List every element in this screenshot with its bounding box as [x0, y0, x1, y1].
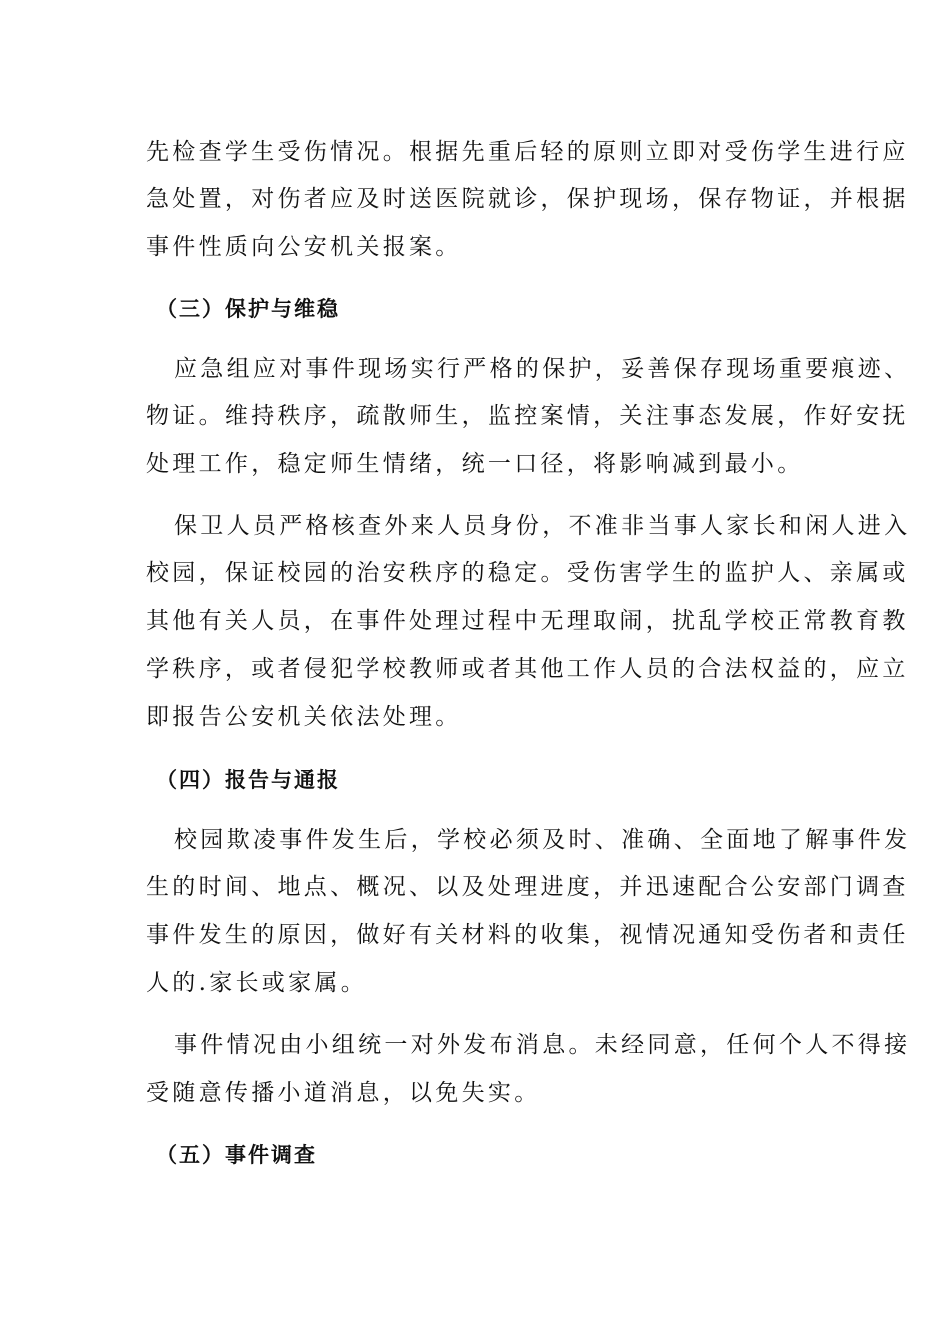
paragraph-line: 事件性质向公安机关报案。 [146, 234, 462, 260]
paragraph-line: 校园，保证校园的治安秩序的稳定。受伤害学生的监护人、亲属或 [146, 560, 909, 586]
paragraph-line: 保卫人员严格核查外来人员身份，不准非当事人家长和闲人进入 [174, 513, 911, 539]
paragraph-line: 处理工作，稳定师生情绪，统一口径，将影响减到最小。 [146, 451, 804, 477]
paragraph-line: 其他有关人员，在事件处理过程中无理取闹，扰乱学校正常教育教 [146, 608, 909, 634]
paragraph-line: 人的.家长或家属。 [146, 970, 368, 996]
section-heading: （三）保护与维稳 [156, 297, 340, 321]
paragraph-line: 校园欺凌事件发生后，学校必须及时、准确、全面地了解事件发 [174, 827, 911, 853]
paragraph-line: 先检查学生受伤情况。根据先重后轻的原则立即对受伤学生进行应 [146, 139, 909, 165]
paragraph-line: 事件情况由小组统一对外发布消息。未经同意，任何个人不得接 [174, 1032, 911, 1058]
section-heading: （五）事件调查 [156, 1143, 317, 1167]
paragraph-line: 生的时间、地点、概况、以及处理进度，并迅速配合公安部门调查 [146, 874, 909, 900]
paragraph-line: 物证。维持秩序，疏散师生，监控案情，关注事态发展，作好安抚 [146, 403, 909, 429]
paragraph-line: 应急组应对事件现场实行严格的保护，妥善保存现场重要痕迹、 [174, 356, 911, 382]
section-heading: （四）报告与通报 [156, 768, 340, 792]
paragraph-line: 急处置，对伤者应及时送医院就诊，保护现场，保存物证，并根据 [146, 186, 909, 212]
paragraph-line: 学秩序，或者侵犯学校教师或者其他工作人员的合法权益的，应立 [146, 656, 909, 682]
paragraph-line: 事件发生的原因，做好有关材料的收集，视情况通知受伤者和责任 [146, 922, 909, 948]
paragraph-line: 受随意传播小道消息，以免失实。 [146, 1080, 541, 1106]
paragraph-line: 即报告公安机关依法处理。 [146, 704, 462, 730]
